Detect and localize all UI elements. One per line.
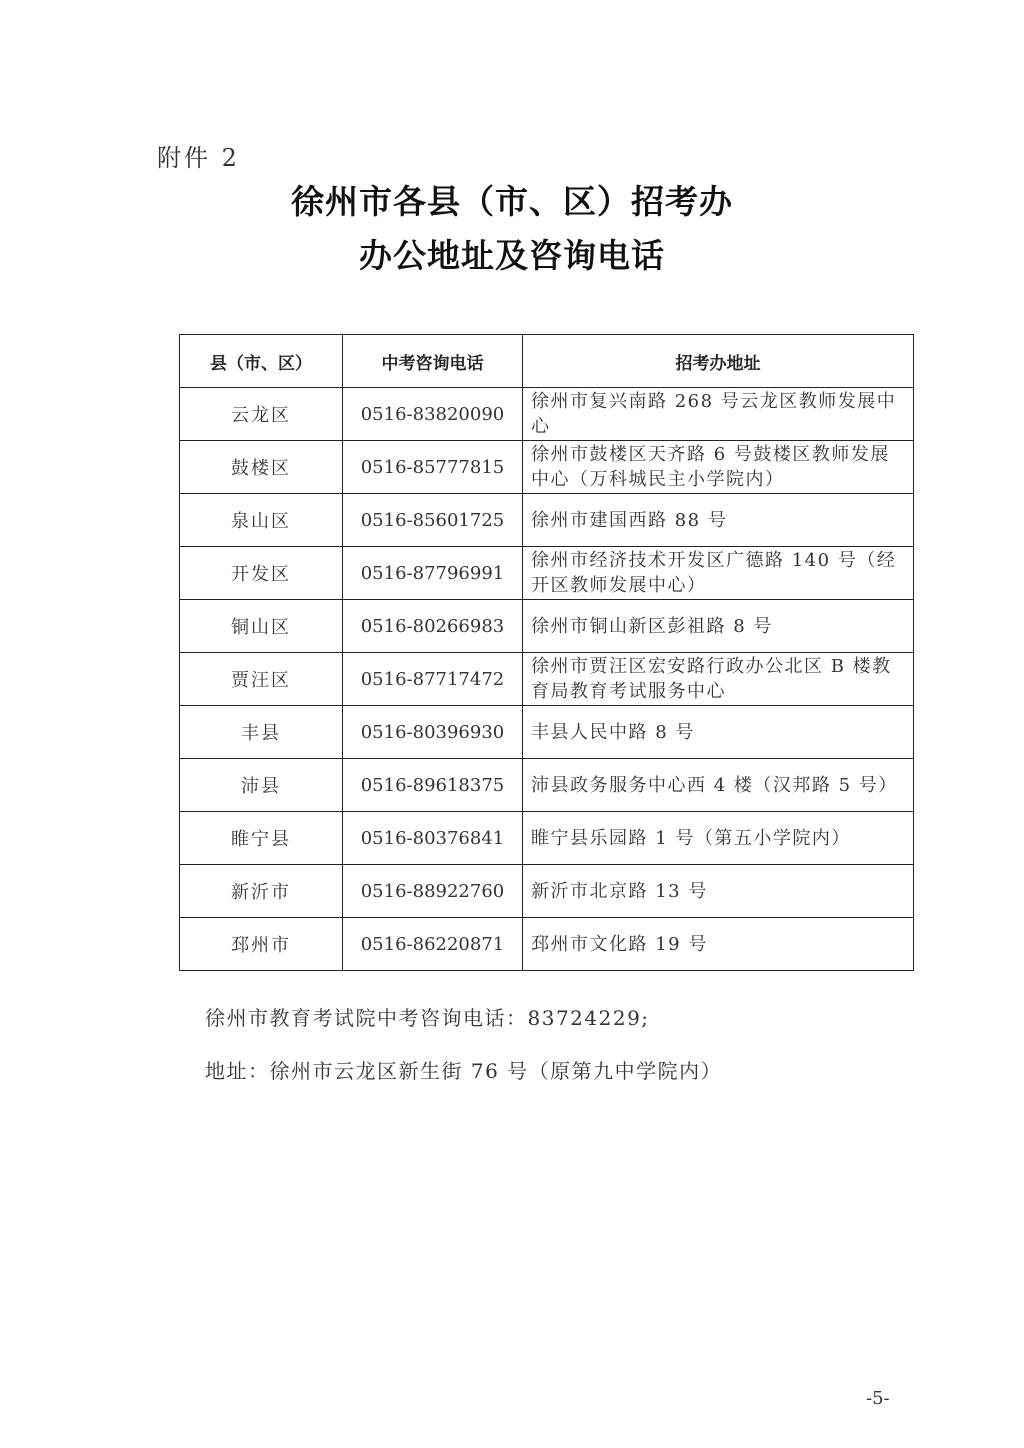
phone-cell: 0516-83820090 (343, 388, 523, 441)
area-cell: 丰县 (180, 706, 343, 759)
table-header-row (180, 335, 914, 388)
phone-cell: 0516-80396930 (343, 706, 523, 759)
header-address: 招考办地址 (523, 335, 914, 388)
area-cell: 铜山区 (180, 600, 343, 653)
header-area: 县（市、区） (180, 335, 343, 388)
table-row (180, 653, 914, 706)
attachment-label: 附件 2 (157, 144, 240, 172)
area-cell: 邳州市 (180, 918, 343, 971)
table-row (180, 918, 914, 971)
phone-cell: 0516-80376841 (343, 812, 523, 865)
address-cell: 沛县政务服务中心西 4 楼（汉邦路 5 号） (523, 759, 914, 812)
page-number: -5- (866, 1388, 890, 1409)
area-cell: 鼓楼区 (180, 441, 343, 494)
address-cell: 徐州市铜山新区彭祖路 8 号 (523, 600, 914, 653)
area-cell: 开发区 (180, 547, 343, 600)
address-cell: 徐州市复兴南路 268 号云龙区教师发展中心 (523, 388, 914, 441)
phone-cell: 0516-86220871 (343, 918, 523, 971)
phone-cell: 0516-85601725 (343, 494, 523, 547)
table-row (180, 600, 914, 653)
table-row (180, 865, 914, 918)
table-row (180, 388, 914, 441)
footer-address: 地址：徐州市云龙区新生街 76 号（原第九中学院内） (205, 1059, 723, 1083)
phone-cell: 0516-87717472 (343, 653, 523, 706)
table-row (180, 759, 914, 812)
table-row (180, 441, 914, 494)
address-cell: 徐州市建国西路 88 号 (523, 494, 914, 547)
table-row (180, 812, 914, 865)
phone-cell: 0516-87796991 (343, 547, 523, 600)
phone-cell: 0516-85777815 (343, 441, 523, 494)
table-row (180, 547, 914, 600)
area-cell: 新沂市 (180, 865, 343, 918)
contact-table (179, 334, 914, 971)
area-cell: 贾汪区 (180, 653, 343, 706)
footer-hotline: 徐州市教育考试院中考咨询电话：83724229; (205, 1006, 650, 1030)
area-cell: 睢宁县 (180, 812, 343, 865)
address-cell: 丰县人民中路 8 号 (523, 706, 914, 759)
phone-cell: 0516-80266983 (343, 600, 523, 653)
address-cell: 徐州市鼓楼区天齐路 6 号鼓楼区教师发展中心（万科城民主小学院内） (523, 441, 914, 494)
address-cell: 徐州市贾汪区宏安路行政办公北区 B 楼教育局教育考试服务中心 (523, 653, 914, 706)
phone-cell: 0516-88922760 (343, 865, 523, 918)
address-cell: 新沂市北京路 13 号 (523, 865, 914, 918)
header-phone: 中考咨询电话 (343, 335, 523, 388)
address-cell: 邳州市文化路 19 号 (523, 918, 914, 971)
area-cell: 沛县 (180, 759, 343, 812)
table-row (180, 494, 914, 547)
phone-cell: 0516-89618375 (343, 759, 523, 812)
document-title-line2: 办公地址及咨询电话 (359, 236, 665, 275)
area-cell: 泉山区 (180, 494, 343, 547)
area-cell: 云龙区 (180, 388, 343, 441)
address-cell: 徐州市经济技术开发区广德路 140 号（经开区教师发展中心） (523, 547, 914, 600)
address-cell: 睢宁县乐园路 1 号（第五小学院内） (523, 812, 914, 865)
table-row (180, 706, 914, 759)
document-title-line1: 徐州市各县（市、区）招考办 (291, 182, 733, 221)
